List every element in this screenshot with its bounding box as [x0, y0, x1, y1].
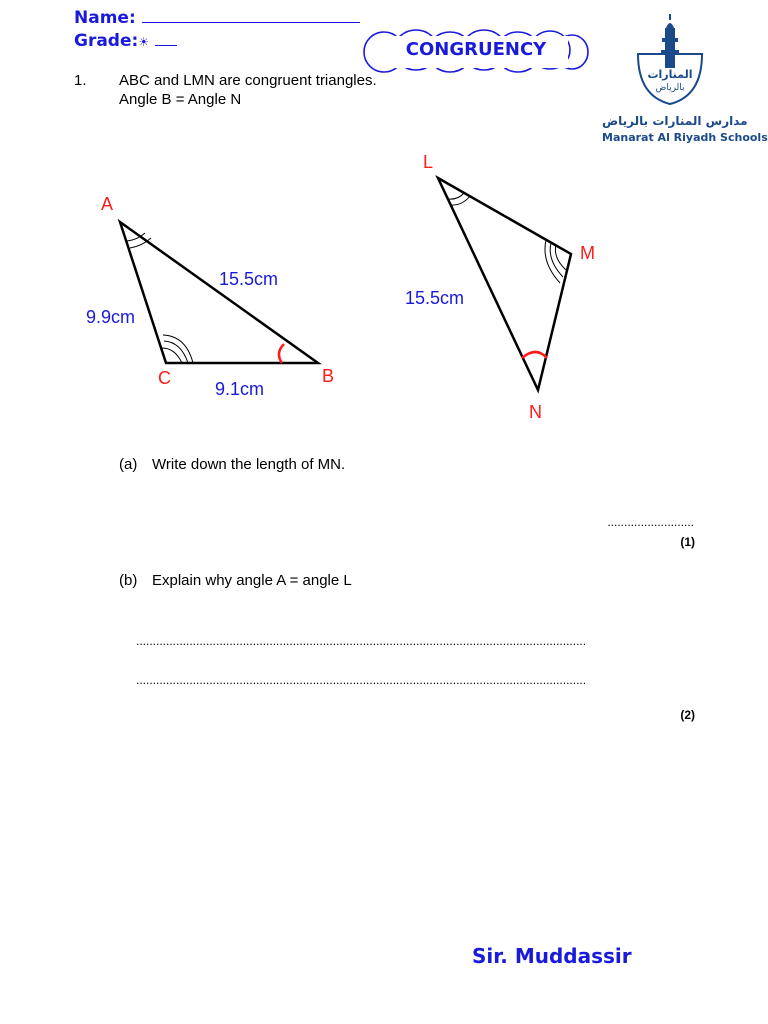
- teacher-name: Sir. Muddassir: [472, 944, 632, 968]
- grade-glyph: ☀: [138, 35, 150, 49]
- part-a-label: (a): [119, 456, 138, 473]
- label-n: N: [529, 402, 542, 422]
- school-arabic-name: مدارس المنارات بالرياض: [602, 114, 748, 128]
- name-label: Name:: [74, 8, 136, 28]
- part-b-text: Explain why angle A = angle L: [152, 572, 352, 589]
- triangles-diagram: [0, 140, 768, 440]
- grade-label: Grade:: [74, 31, 139, 51]
- label-b: B: [322, 366, 335, 386]
- side-cb-length: 9.1cm: [215, 379, 265, 399]
- name-line[interactable]: [142, 8, 360, 23]
- name-field[interactable]: [74, 8, 360, 28]
- angle-b-mark: [279, 344, 284, 363]
- side-ab-length: 15.5cm: [219, 269, 279, 289]
- part-a-marks: (1): [680, 535, 695, 549]
- page-title: CONGRUENCY: [405, 39, 547, 60]
- question-line-1: ABC and LMN are congruent triangles.: [119, 72, 377, 89]
- label-a: A: [101, 194, 114, 214]
- school-english-name: Manarat Al Riyadh Schools: [602, 131, 768, 144]
- grade-field[interactable]: [74, 31, 177, 51]
- angle-n-mark: [522, 352, 547, 358]
- side-ac-length: 9.9cm: [86, 307, 136, 327]
- label-l: L: [423, 152, 434, 172]
- label-c: C: [158, 368, 171, 388]
- side-ln-length: 15.5cm: [405, 288, 465, 308]
- question-number: 1.: [74, 72, 87, 89]
- logo-arabic-top: المنارات: [647, 68, 693, 81]
- part-a-text: Write down the length of MN.: [152, 456, 346, 473]
- part-b-label: (b): [119, 572, 138, 589]
- grade-line[interactable]: [155, 31, 177, 46]
- part-a-answer-line[interactable]: ..........................: [607, 515, 694, 529]
- part-b-marks: (2): [680, 708, 695, 722]
- school-logo: [630, 14, 710, 106]
- part-b-answer-line-2[interactable]: .......................................................................................................................................: [136, 673, 587, 687]
- logo-arabic-bottom: بالرياض: [655, 83, 685, 93]
- title-banner: [360, 28, 592, 76]
- label-m: M: [580, 243, 595, 263]
- angle-c-marks: [162, 335, 193, 363]
- triangle-lmn: [438, 178, 571, 390]
- part-b-answer-line-1[interactable]: .......................................................................................................................................: [136, 634, 587, 648]
- triangle-abc: [120, 222, 318, 363]
- angle-m-marks: [545, 240, 566, 283]
- question-line-2: Angle B = Angle N: [119, 91, 242, 108]
